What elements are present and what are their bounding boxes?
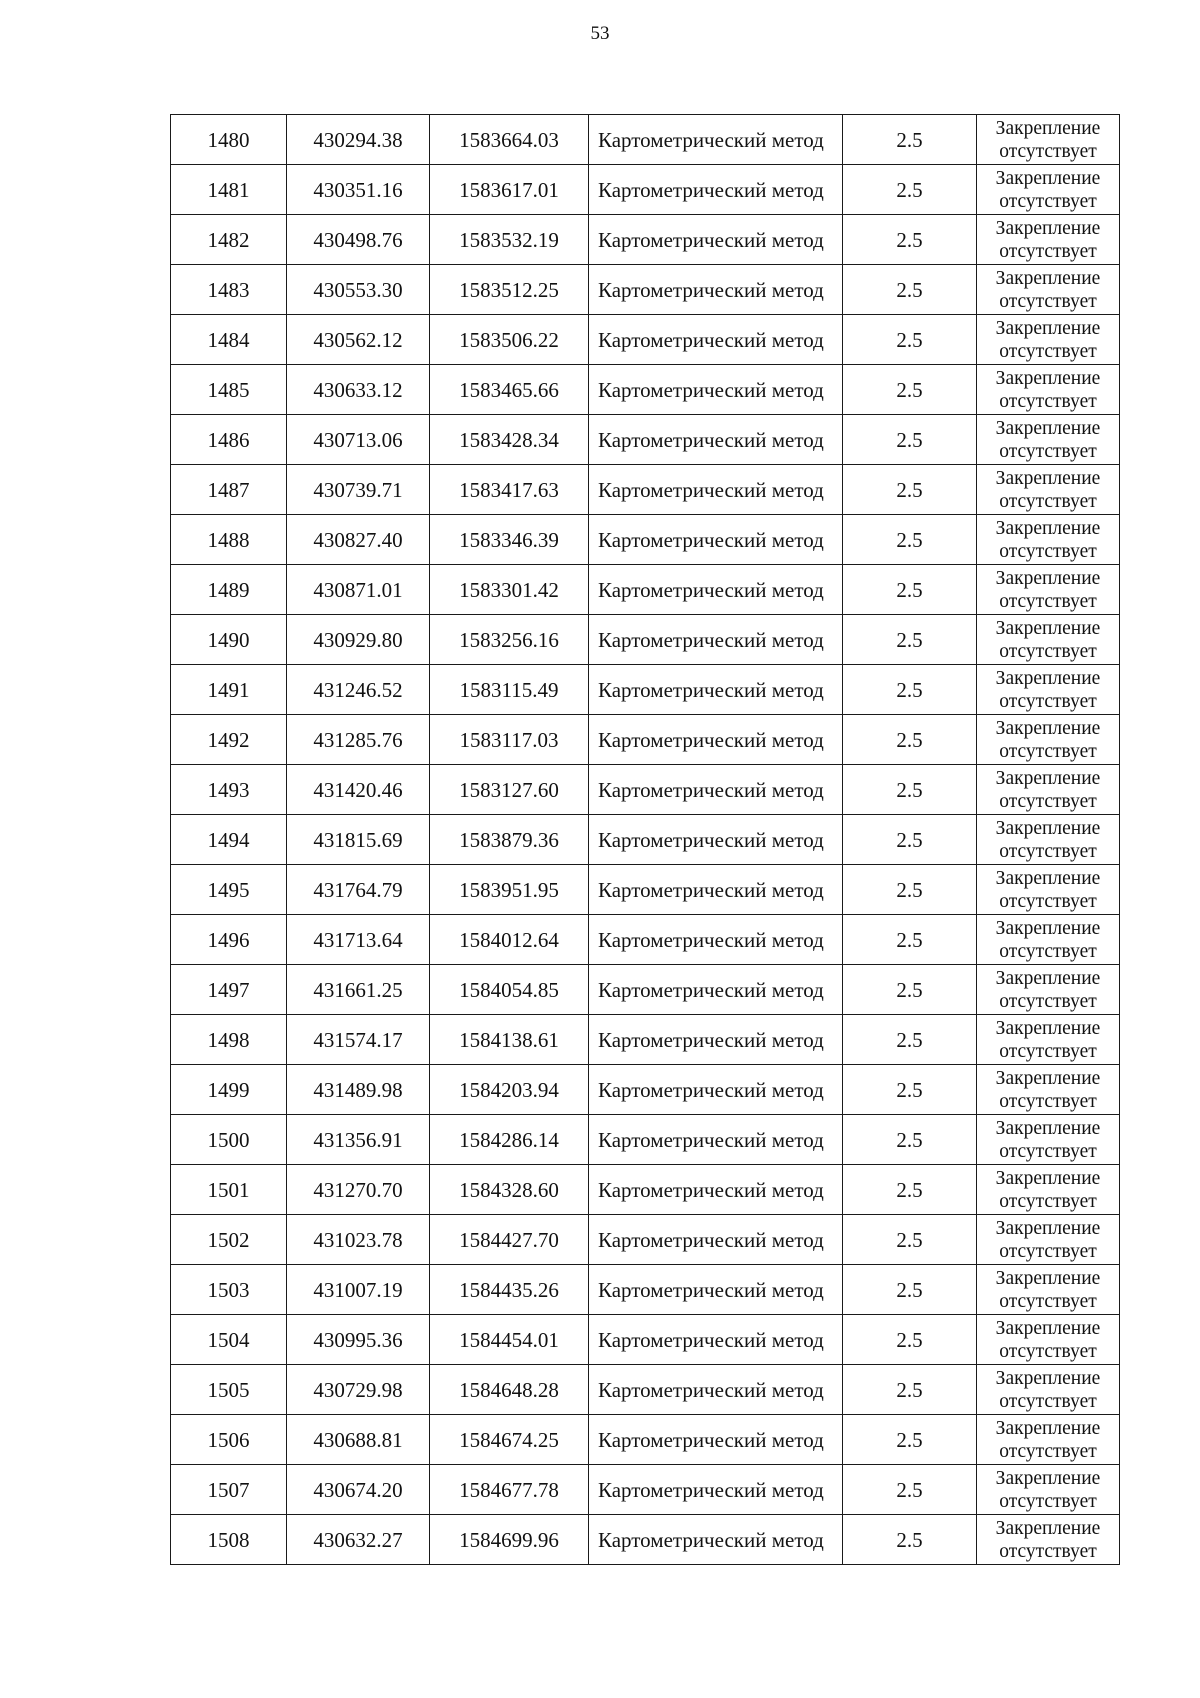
fixation-cell (977, 1115, 1120, 1165)
fixation-text: Закрепление (995, 1217, 1101, 1239)
x-coordinate-cell: 431661.25 (287, 965, 430, 1015)
y-coordinate-cell: 1583127.60 (430, 765, 589, 815)
method-cell: Картометрический метод (589, 865, 843, 915)
y-coordinate-cell: 1584648.28 (430, 1365, 589, 1415)
method-cell: Картометрический метод (589, 265, 843, 315)
fixation-text: отсутствует (999, 540, 1097, 562)
point-number-cell: 1486 (171, 415, 287, 465)
y-coordinate-cell: 1583664.03 (430, 115, 589, 165)
table-row (171, 1265, 1120, 1315)
table-row (171, 1015, 1120, 1065)
fixation-text: отсутствует (999, 1540, 1097, 1562)
x-coordinate-cell: 430633.12 (287, 365, 430, 415)
y-coordinate-cell: 1583256.16 (430, 615, 589, 665)
fixation-text: Закрепление (995, 917, 1101, 939)
y-coordinate-cell: 1583465.66 (430, 365, 589, 415)
y-coordinate-cell: 1584435.26 (430, 1265, 589, 1315)
x-coordinate-cell: 430294.38 (287, 115, 430, 165)
fixation-text: Закрепление (995, 617, 1101, 639)
y-coordinate-cell: 1583617.01 (430, 165, 589, 215)
method-cell: Картометрический метод (589, 665, 843, 715)
accuracy-cell: 2.5 (843, 1215, 977, 1265)
accuracy-cell: 2.5 (843, 315, 977, 365)
x-coordinate-cell: 430562.12 (287, 315, 430, 365)
table-row (171, 1065, 1120, 1115)
x-coordinate-cell: 431356.91 (287, 1115, 430, 1165)
table-row (171, 815, 1120, 865)
method-cell: Картометрический метод (589, 715, 843, 765)
table-row (171, 965, 1120, 1015)
fixation-text: отсутствует (999, 440, 1097, 462)
x-coordinate-cell: 430553.30 (287, 265, 430, 315)
fixation-cell (977, 1315, 1120, 1365)
fixation-text: Закрепление (995, 967, 1101, 989)
y-coordinate-cell: 1584054.85 (430, 965, 589, 1015)
fixation-cell (977, 1015, 1120, 1065)
accuracy-cell: 2.5 (843, 1415, 977, 1465)
point-number-cell: 1487 (171, 465, 287, 515)
fixation-text: Закрепление (995, 1117, 1101, 1139)
method-cell: Картометрический метод (589, 565, 843, 615)
fixation-text: Закрепление (995, 467, 1101, 489)
method-cell: Картометрический метод (589, 315, 843, 365)
method-cell: Картометрический метод (589, 1415, 843, 1465)
fixation-cell (977, 365, 1120, 415)
y-coordinate-cell: 1583301.42 (430, 565, 589, 615)
accuracy-cell: 2.5 (843, 1465, 977, 1515)
fixation-text: отсутствует (999, 1140, 1097, 1162)
accuracy-cell: 2.5 (843, 1515, 977, 1565)
accuracy-cell: 2.5 (843, 815, 977, 865)
method-cell: Картометрический метод (589, 115, 843, 165)
x-coordinate-cell: 430688.81 (287, 1415, 430, 1465)
method-cell: Картометрический метод (589, 1115, 843, 1165)
x-coordinate-cell: 430827.40 (287, 515, 430, 565)
accuracy-cell: 2.5 (843, 1165, 977, 1215)
method-cell: Картометрический метод (589, 815, 843, 865)
table-row (171, 865, 1120, 915)
fixation-text: отсутствует (999, 340, 1097, 362)
fixation-text: отсутствует (999, 740, 1097, 762)
method-cell: Картометрический метод (589, 765, 843, 815)
fixation-text: отсутствует (999, 1340, 1097, 1362)
fixation-cell (977, 165, 1120, 215)
method-cell: Картометрический метод (589, 515, 843, 565)
table-row (171, 115, 1120, 165)
point-number-cell: 1505 (171, 1365, 287, 1415)
fixation-text: Закрепление (995, 1267, 1101, 1289)
table-row (171, 165, 1120, 215)
point-number-cell: 1503 (171, 1265, 287, 1315)
x-coordinate-cell: 431285.76 (287, 715, 430, 765)
coordinates-table (170, 114, 1120, 1565)
point-number-cell: 1491 (171, 665, 287, 715)
fixation-text: отсутствует (999, 1490, 1097, 1512)
x-coordinate-cell: 430713.06 (287, 415, 430, 465)
fixation-text: Закрепление (995, 517, 1101, 539)
fixation-text: отсутствует (999, 1190, 1097, 1212)
accuracy-cell: 2.5 (843, 1115, 977, 1165)
fixation-text: Закрепление (995, 1317, 1101, 1339)
fixation-cell (977, 715, 1120, 765)
accuracy-cell: 2.5 (843, 765, 977, 815)
fixation-cell (977, 965, 1120, 1015)
fixation-text: отсутствует (999, 890, 1097, 912)
x-coordinate-cell: 430739.71 (287, 465, 430, 515)
method-cell: Картометрический метод (589, 1365, 843, 1415)
fixation-text: Закрепление (995, 217, 1101, 239)
accuracy-cell: 2.5 (843, 615, 977, 665)
fixation-text: Закрепление (995, 817, 1101, 839)
y-coordinate-cell: 1583428.34 (430, 415, 589, 465)
y-coordinate-cell: 1583879.36 (430, 815, 589, 865)
method-cell: Картометрический метод (589, 1065, 843, 1115)
point-number-cell: 1506 (171, 1415, 287, 1465)
fixation-cell (977, 315, 1120, 365)
fixation-text: Закрепление (995, 417, 1101, 439)
table-row (171, 415, 1120, 465)
x-coordinate-cell: 431270.70 (287, 1165, 430, 1215)
point-number-cell: 1495 (171, 865, 287, 915)
fixation-text: Закрепление (995, 1167, 1101, 1189)
table-row (171, 315, 1120, 365)
fixation-text: отсутствует (999, 240, 1097, 262)
fixation-text: отсутствует (999, 390, 1097, 412)
point-number-cell: 1485 (171, 365, 287, 415)
method-cell: Картометрический метод (589, 915, 843, 965)
fixation-text: Закрепление (995, 317, 1101, 339)
coordinates-table-body (171, 115, 1120, 1565)
fixation-text: отсутствует (999, 140, 1097, 162)
fixation-cell (977, 265, 1120, 315)
x-coordinate-cell: 431007.19 (287, 1265, 430, 1315)
fixation-text: Закрепление (995, 717, 1101, 739)
fixation-cell (977, 215, 1120, 265)
method-cell: Картометрический метод (589, 1165, 843, 1215)
accuracy-cell: 2.5 (843, 215, 977, 265)
point-number-cell: 1482 (171, 215, 287, 265)
fixation-text: Закрепление (995, 1517, 1101, 1539)
point-number-cell: 1500 (171, 1115, 287, 1165)
method-cell: Картометрический метод (589, 165, 843, 215)
fixation-text: Закрепление (995, 867, 1101, 889)
table-row (171, 1365, 1120, 1415)
fixation-text: Закрепление (995, 367, 1101, 389)
fixation-text: отсутствует (999, 640, 1097, 662)
table-row (171, 1465, 1120, 1515)
x-coordinate-cell: 431574.17 (287, 1015, 430, 1065)
table-row (171, 765, 1120, 815)
accuracy-cell: 2.5 (843, 665, 977, 715)
point-number-cell: 1502 (171, 1215, 287, 1265)
fixation-text: отсутствует (999, 1390, 1097, 1412)
x-coordinate-cell: 430929.80 (287, 615, 430, 665)
fixation-cell (977, 815, 1120, 865)
fixation-cell (977, 1065, 1120, 1115)
point-number-cell: 1492 (171, 715, 287, 765)
table-row (171, 265, 1120, 315)
accuracy-cell: 2.5 (843, 265, 977, 315)
fixation-cell (977, 1515, 1120, 1565)
fixation-cell (977, 615, 1120, 665)
table-row (171, 1115, 1120, 1165)
y-coordinate-cell: 1583117.03 (430, 715, 589, 765)
accuracy-cell: 2.5 (843, 165, 977, 215)
table-row (171, 1415, 1120, 1465)
table-row (171, 1515, 1120, 1565)
x-coordinate-cell: 431023.78 (287, 1215, 430, 1265)
method-cell: Картометрический метод (589, 965, 843, 1015)
y-coordinate-cell: 1584328.60 (430, 1165, 589, 1215)
y-coordinate-cell: 1583506.22 (430, 315, 589, 365)
accuracy-cell: 2.5 (843, 465, 977, 515)
fixation-cell (977, 1465, 1120, 1515)
fixation-text: Закрепление (995, 1017, 1101, 1039)
fixation-text: Закрепление (995, 667, 1101, 689)
x-coordinate-cell: 430632.27 (287, 1515, 430, 1565)
x-coordinate-cell: 431815.69 (287, 815, 430, 865)
point-number-cell: 1493 (171, 765, 287, 815)
point-number-cell: 1507 (171, 1465, 287, 1515)
y-coordinate-cell: 1584203.94 (430, 1065, 589, 1115)
table-row (171, 615, 1120, 665)
x-coordinate-cell: 431246.52 (287, 665, 430, 715)
fixation-cell (977, 1365, 1120, 1415)
fixation-cell (977, 915, 1120, 965)
fixation-text: отсутствует (999, 190, 1097, 212)
x-coordinate-cell: 430871.01 (287, 565, 430, 615)
method-cell: Картометрический метод (589, 1515, 843, 1565)
table-row (171, 1315, 1120, 1365)
method-cell: Картометрический метод (589, 365, 843, 415)
y-coordinate-cell: 1584138.61 (430, 1015, 589, 1065)
page-number: 53 (590, 23, 610, 44)
fixation-text: Закрепление (995, 767, 1101, 789)
fixation-text: отсутствует (999, 1440, 1097, 1462)
method-cell: Картометрический метод (589, 215, 843, 265)
fixation-text: Закрепление (995, 117, 1101, 139)
y-coordinate-cell: 1584699.96 (430, 1515, 589, 1565)
x-coordinate-cell: 431764.79 (287, 865, 430, 915)
fixation-cell (977, 515, 1120, 565)
x-coordinate-cell: 431713.64 (287, 915, 430, 965)
accuracy-cell: 2.5 (843, 565, 977, 615)
table-row (171, 365, 1120, 415)
accuracy-cell: 2.5 (843, 1365, 977, 1415)
fixation-text: отсутствует (999, 990, 1097, 1012)
y-coordinate-cell: 1584012.64 (430, 915, 589, 965)
point-number-cell: 1496 (171, 915, 287, 965)
accuracy-cell: 2.5 (843, 1315, 977, 1365)
point-number-cell: 1480 (171, 115, 287, 165)
fixation-text: Закрепление (995, 267, 1101, 289)
y-coordinate-cell: 1584286.14 (430, 1115, 589, 1165)
fixation-text: Закрепление (995, 1417, 1101, 1439)
y-coordinate-cell: 1584454.01 (430, 1315, 589, 1365)
table-row (171, 665, 1120, 715)
fixation-cell (977, 1415, 1120, 1465)
table-row (171, 215, 1120, 265)
method-cell: Картометрический метод (589, 465, 843, 515)
y-coordinate-cell: 1583115.49 (430, 665, 589, 715)
y-coordinate-cell: 1584674.25 (430, 1415, 589, 1465)
point-number-cell: 1508 (171, 1515, 287, 1565)
fixation-text: Закрепление (995, 1067, 1101, 1089)
fixation-text: отсутствует (999, 940, 1097, 962)
point-number-cell: 1504 (171, 1315, 287, 1365)
x-coordinate-cell: 430674.20 (287, 1465, 430, 1515)
point-number-cell: 1497 (171, 965, 287, 1015)
x-coordinate-cell: 431420.46 (287, 765, 430, 815)
fixation-text: Закрепление (995, 567, 1101, 589)
method-cell: Картометрический метод (589, 1015, 843, 1065)
y-coordinate-cell: 1583346.39 (430, 515, 589, 565)
table-row (171, 465, 1120, 515)
fixation-text: отсутствует (999, 1240, 1097, 1262)
point-number-cell: 1489 (171, 565, 287, 615)
y-coordinate-cell: 1583951.95 (430, 865, 589, 915)
accuracy-cell: 2.5 (843, 515, 977, 565)
fixation-text: отсутствует (999, 690, 1097, 712)
method-cell: Картометрический метод (589, 1215, 843, 1265)
fixation-cell (977, 415, 1120, 465)
fixation-text: отсутствует (999, 1090, 1097, 1112)
table-row (171, 1165, 1120, 1215)
fixation-cell (977, 1265, 1120, 1315)
method-cell: Картометрический метод (589, 1465, 843, 1515)
method-cell: Картометрический метод (589, 1265, 843, 1315)
table-row (171, 1215, 1120, 1265)
point-number-cell: 1501 (171, 1165, 287, 1215)
accuracy-cell: 2.5 (843, 415, 977, 465)
method-cell: Картометрический метод (589, 415, 843, 465)
fixation-text: отсутствует (999, 590, 1097, 612)
x-coordinate-cell: 431489.98 (287, 1065, 430, 1115)
point-number-cell: 1484 (171, 315, 287, 365)
fixation-cell (977, 665, 1120, 715)
table-row (171, 515, 1120, 565)
accuracy-cell: 2.5 (843, 915, 977, 965)
fixation-text: Закрепление (995, 1367, 1101, 1389)
method-cell: Картометрический метод (589, 615, 843, 665)
point-number-cell: 1481 (171, 165, 287, 215)
point-number-cell: 1499 (171, 1065, 287, 1115)
accuracy-cell: 2.5 (843, 365, 977, 415)
point-number-cell: 1488 (171, 515, 287, 565)
accuracy-cell: 2.5 (843, 965, 977, 1015)
x-coordinate-cell: 430729.98 (287, 1365, 430, 1415)
fixation-cell (977, 565, 1120, 615)
y-coordinate-cell: 1584427.70 (430, 1215, 589, 1265)
accuracy-cell: 2.5 (843, 1015, 977, 1065)
table-row (171, 915, 1120, 965)
accuracy-cell: 2.5 (843, 715, 977, 765)
fixation-cell (977, 1165, 1120, 1215)
y-coordinate-cell: 1584677.78 (430, 1465, 589, 1515)
fixation-text: отсутствует (999, 490, 1097, 512)
fixation-cell (977, 865, 1120, 915)
fixation-text: Закрепление (995, 167, 1101, 189)
y-coordinate-cell: 1583417.63 (430, 465, 589, 515)
fixation-text: отсутствует (999, 1040, 1097, 1062)
fixation-text: отсутствует (999, 840, 1097, 862)
table-row (171, 715, 1120, 765)
fixation-cell (977, 765, 1120, 815)
accuracy-cell: 2.5 (843, 865, 977, 915)
x-coordinate-cell: 430498.76 (287, 215, 430, 265)
fixation-cell (977, 465, 1120, 515)
x-coordinate-cell: 430351.16 (287, 165, 430, 215)
fixation-text: отсутствует (999, 290, 1097, 312)
x-coordinate-cell: 430995.36 (287, 1315, 430, 1365)
accuracy-cell: 2.5 (843, 1265, 977, 1315)
fixation-text: отсутствует (999, 1290, 1097, 1312)
point-number-cell: 1498 (171, 1015, 287, 1065)
method-cell: Картометрический метод (589, 1315, 843, 1365)
y-coordinate-cell: 1583512.25 (430, 265, 589, 315)
table-row (171, 565, 1120, 615)
point-number-cell: 1494 (171, 815, 287, 865)
fixation-cell (977, 115, 1120, 165)
point-number-cell: 1483 (171, 265, 287, 315)
fixation-cell (977, 1215, 1120, 1265)
point-number-cell: 1490 (171, 615, 287, 665)
fixation-text: отсутствует (999, 790, 1097, 812)
y-coordinate-cell: 1583532.19 (430, 215, 589, 265)
accuracy-cell: 2.5 (843, 1065, 977, 1115)
fixation-text: Закрепление (995, 1467, 1101, 1489)
accuracy-cell: 2.5 (843, 115, 977, 165)
